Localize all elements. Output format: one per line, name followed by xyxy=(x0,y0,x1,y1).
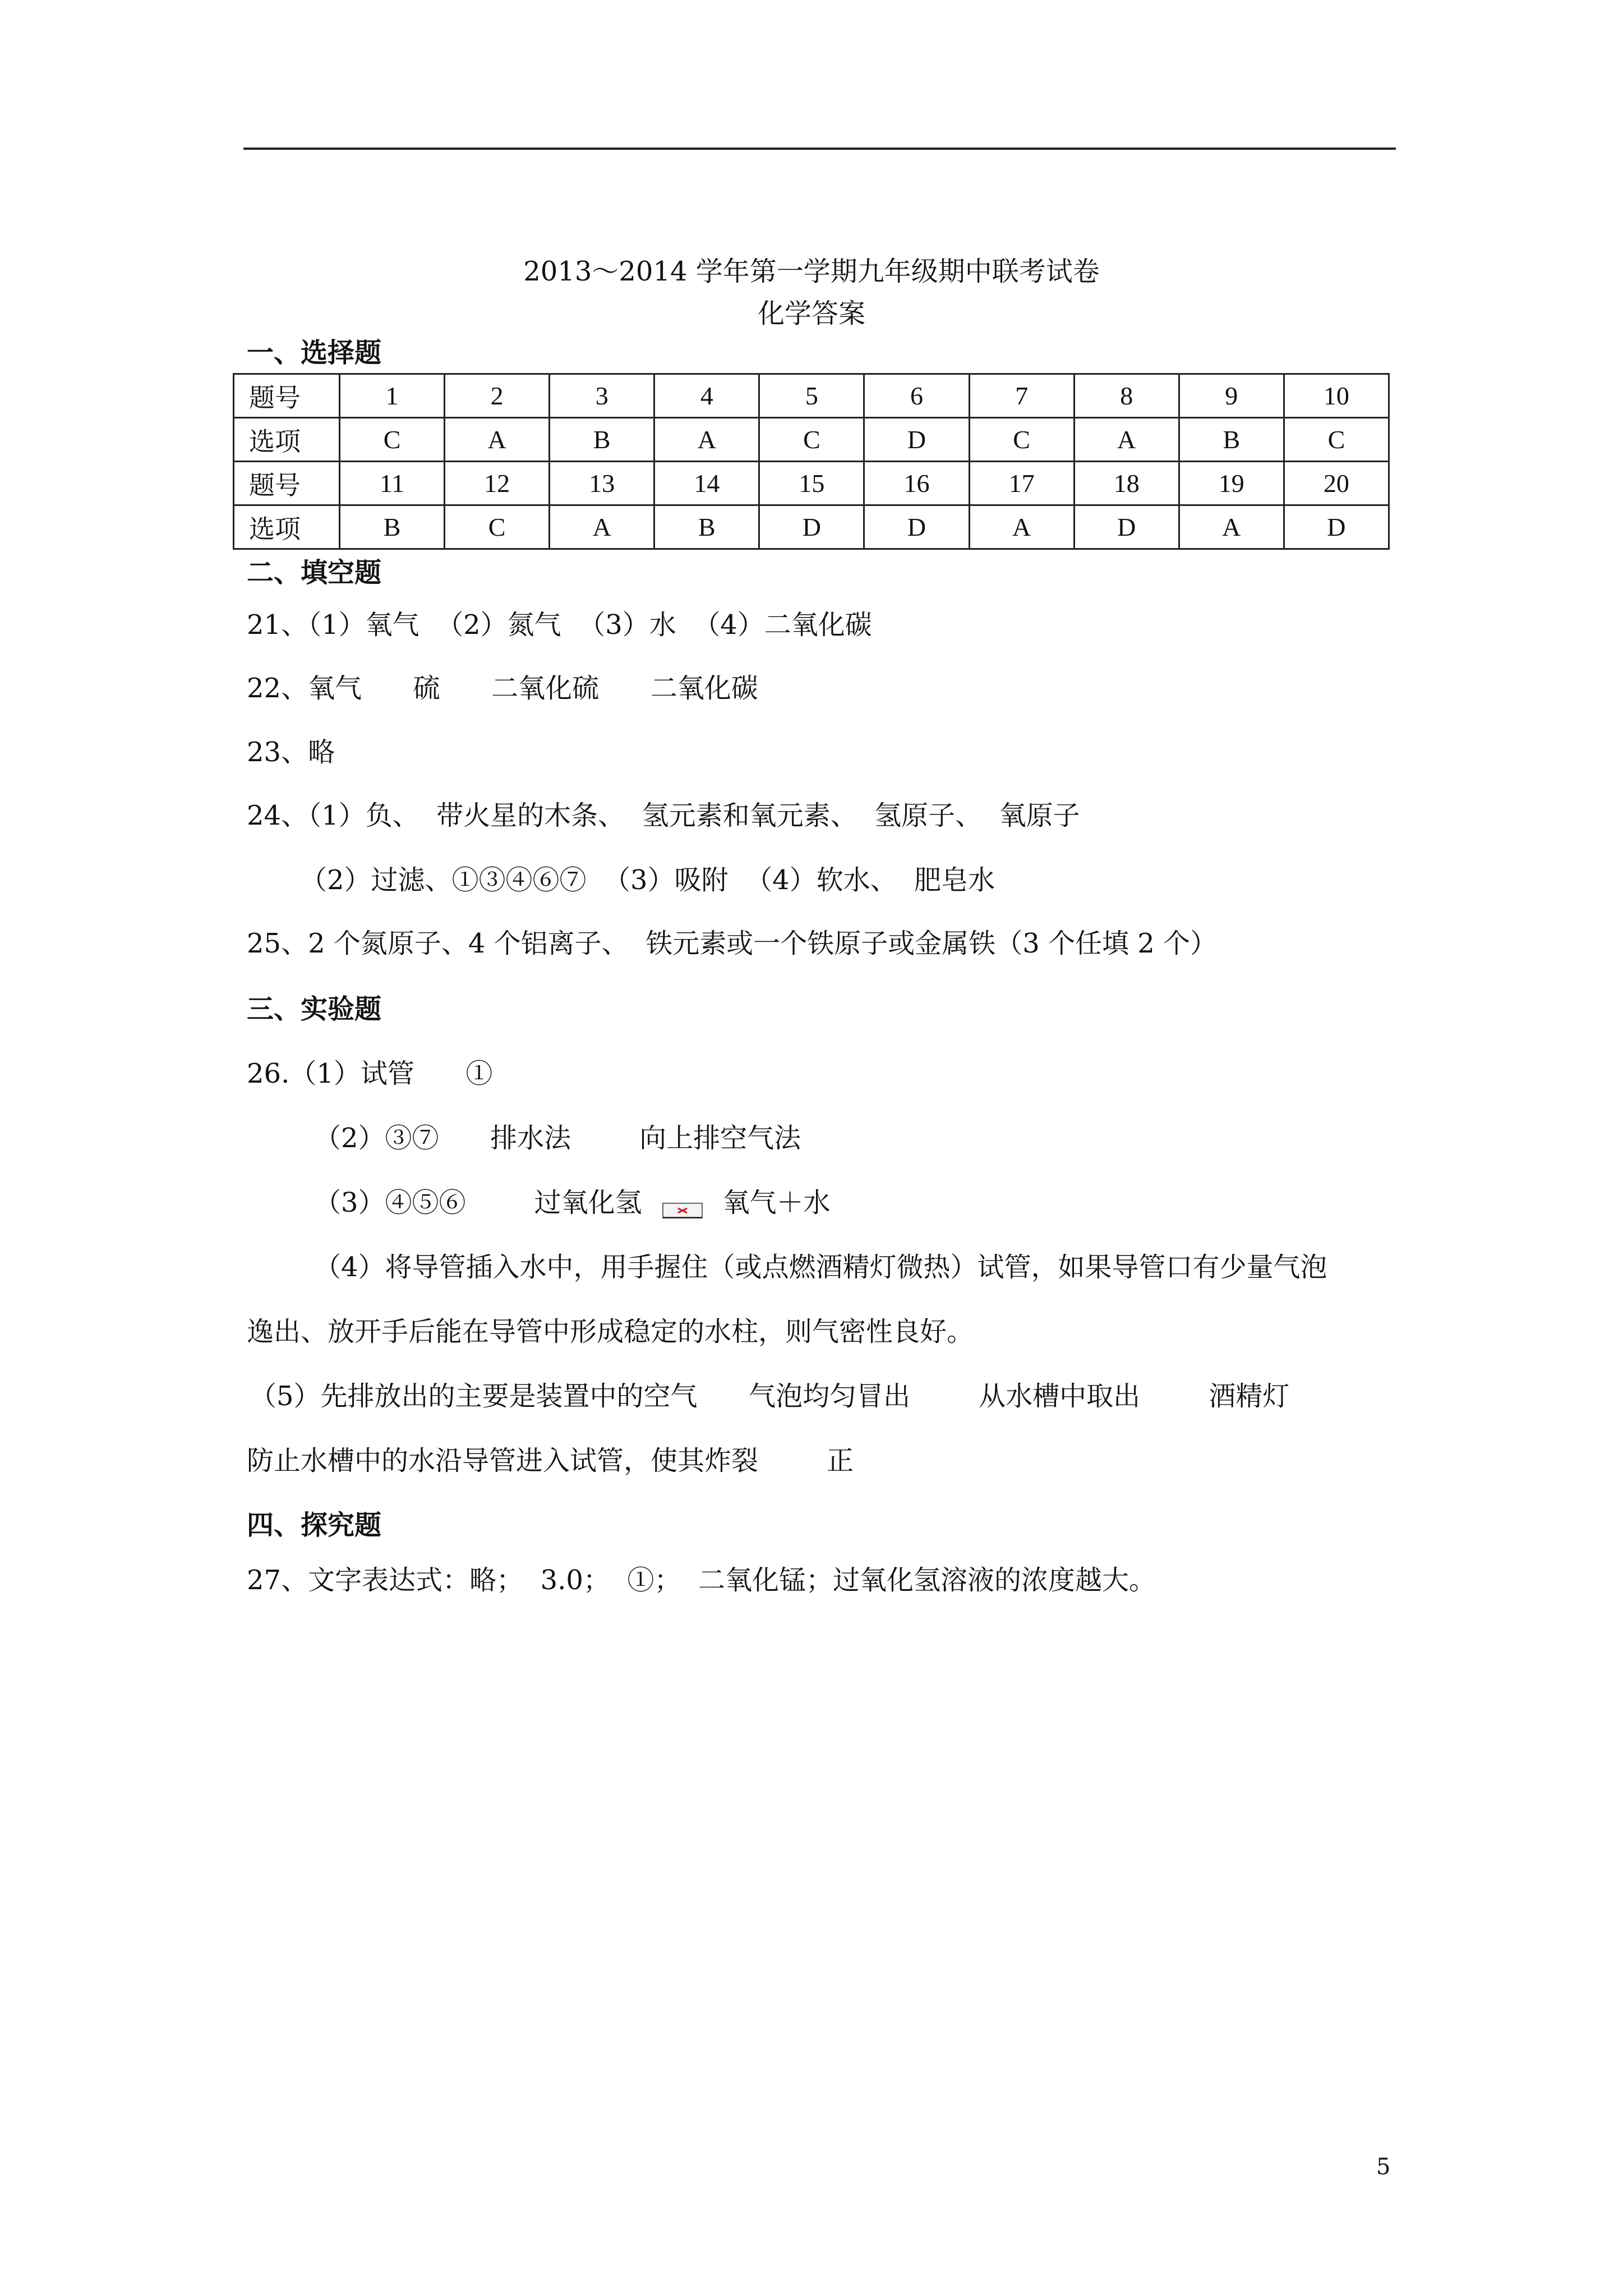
table-row xyxy=(234,462,1389,505)
question-number: 18 xyxy=(1074,462,1179,505)
answer-option: D xyxy=(864,418,969,462)
section-heading-inquiry: 四、探究题 xyxy=(247,1510,382,1541)
question-number: 16 xyxy=(864,462,969,505)
question-number: 11 xyxy=(340,462,445,505)
section-heading-experiment: 三、实验题 xyxy=(247,993,382,1025)
answer-line-26-1: 26.（1）试管 ① xyxy=(247,1058,493,1089)
answer-line-25: 25、2 个氮原子、4 个铝离子、 铁元素或一个铁原子或金属铁（3 个任填 2 个） xyxy=(247,928,1218,959)
answer-option: C xyxy=(969,418,1074,462)
row-label: 选项 xyxy=(234,505,340,549)
answer-option: A xyxy=(1074,418,1179,462)
answer-option: A xyxy=(969,505,1074,549)
table-row xyxy=(234,418,1389,462)
answer-option: D xyxy=(1074,505,1179,549)
answer-option: A xyxy=(1179,505,1284,549)
row-label: 选项 xyxy=(234,418,340,462)
exam-title: 2013～2014 学年第一学期九年级期中联考试卷 xyxy=(523,256,1100,287)
answer-line-26-5b: 防止水槽中的水沿导管进入试管，使其炸裂 正 xyxy=(247,1445,854,1476)
answer-line-24a: 24、（1）负、 带火星的木条、 氢元素和氧元素、 氢原子、 氧原子 xyxy=(247,800,1080,831)
question-number: 10 xyxy=(1284,374,1389,418)
row-label: 题号 xyxy=(234,462,340,505)
question-number: 3 xyxy=(550,374,654,418)
question-number: 2 xyxy=(445,374,550,418)
answer-line-26-4b: 逸出、放开手后能在导管中形成稳定的水柱，则气密性良好。 xyxy=(247,1316,974,1347)
answer-line-26-5a: （5）先排放出的主要是装置中的空气 气泡均匀冒出 从水槽中取出 酒精灯 xyxy=(250,1381,1290,1412)
choice-answer-table xyxy=(233,373,1390,550)
answer-line-26-4a: （4）将导管插入水中，用手握住（或点燃酒精灯微热）试管，如果导管口有少量气泡 xyxy=(314,1251,1327,1283)
answer-option: C xyxy=(1284,418,1389,462)
section-heading-choice: 一、选择题 xyxy=(247,337,382,369)
reactant-text: （3）④⑤⑥ 过氧化氢 xyxy=(314,1187,642,1218)
answer-line-22: 22、氧气 硫 二氧化硫 二氧化碳 xyxy=(247,673,758,704)
answer-line-24b: （2）过滤、①③④⑥⑦ （3）吸附 （4）软水、 肥皂水 xyxy=(300,864,995,896)
row-label: 题号 xyxy=(234,374,340,418)
answer-line-21: 21、（1）氧气 （2）氮气 （3）水 （4）二氧化碳 xyxy=(247,609,872,641)
question-number: 20 xyxy=(1284,462,1389,505)
question-number: 7 xyxy=(969,374,1074,418)
exam-subtitle: 化学答案 xyxy=(757,298,865,329)
page-number: 5 xyxy=(1376,2154,1391,2180)
answer-option: A xyxy=(445,418,550,462)
question-number: 1 xyxy=(340,374,445,418)
answer-option: B xyxy=(654,505,759,549)
answer-line-26-2: （2）③⑦ 排水法 向上排空气法 xyxy=(314,1122,801,1154)
answer-line-27: 27、文字表达式：略； 3.0； ①； 二氧化锰；过氧化氢溶液的浓度越大。 xyxy=(247,1565,1156,1596)
question-number: 4 xyxy=(654,374,759,418)
product-text: 氧气＋水 xyxy=(722,1187,831,1218)
question-number: 12 xyxy=(445,462,550,505)
answer-option: C xyxy=(759,418,864,462)
answer-option: A xyxy=(654,418,759,462)
header-rule xyxy=(243,148,1396,150)
answer-option: D xyxy=(1284,505,1389,549)
answer-option: D xyxy=(759,505,864,549)
question-number: 9 xyxy=(1179,374,1284,418)
answer-option: C xyxy=(340,418,445,462)
question-number: 15 xyxy=(759,462,864,505)
answer-option: D xyxy=(864,505,969,549)
section-heading-fill: 二、填空题 xyxy=(247,557,382,588)
question-number: 14 xyxy=(654,462,759,505)
answer-option: B xyxy=(1179,418,1284,462)
answer-option: B xyxy=(340,505,445,549)
question-number: 5 xyxy=(759,374,864,418)
answer-option: C xyxy=(445,505,550,549)
table-row xyxy=(234,505,1389,549)
answer-line-26-3 xyxy=(314,1181,831,1220)
answer-option: B xyxy=(550,418,654,462)
question-number: 6 xyxy=(864,374,969,418)
answer-line-23: 23、略 xyxy=(247,737,335,768)
table-row xyxy=(234,374,1389,418)
question-number: 8 xyxy=(1074,374,1179,418)
question-number: 19 xyxy=(1179,462,1284,505)
question-number: 17 xyxy=(969,462,1074,505)
answer-option: A xyxy=(550,505,654,549)
question-number: 13 xyxy=(550,462,654,505)
reaction-arrow-icon xyxy=(662,1194,703,1209)
